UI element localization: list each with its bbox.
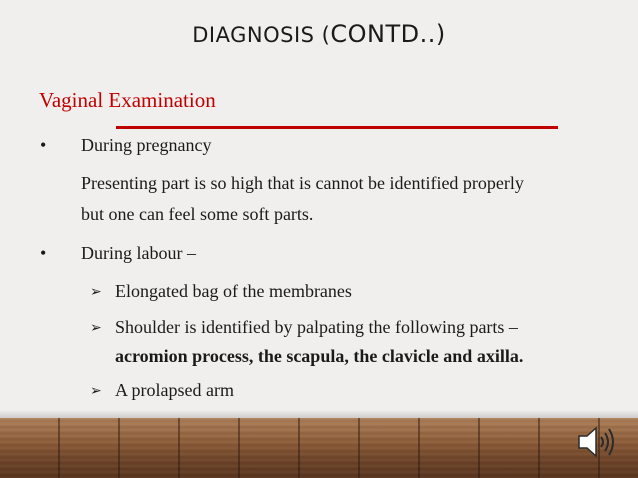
section-heading: Vaginal Examination [39, 88, 216, 112]
bullet-marker: • [40, 135, 47, 155]
sub-bullet-shoulder: Shoulder is identified by palpating the following parts – [115, 317, 518, 337]
sub-bullet-shoulder-parts: acromion process, the scapula, the clavicle and axilla. [115, 346, 524, 366]
heading-underline [116, 126, 558, 129]
wooden-floor [0, 418, 638, 478]
slide-title [0, 20, 638, 48]
arrow-bullet-icon: ➢ [90, 284, 102, 300]
arrow-bullet-icon: ➢ [90, 320, 102, 336]
arrow-bullet-icon: ➢ [90, 383, 102, 399]
paragraph-line-1: Presenting part is so high that is cannot be identified properly [81, 173, 524, 193]
paragraph-line-2: but one can feel some soft parts. [81, 204, 314, 224]
bullet-during-pregnancy: During pregnancy [81, 135, 212, 155]
bullet-marker: • [40, 243, 47, 263]
title-part-1: DIAGNOSIS ( [192, 23, 331, 47]
sub-bullet-prolapsed-arm: A prolapsed arm [115, 380, 234, 400]
speaker-icon[interactable] [576, 420, 620, 464]
bullet-during-labour: During labour – [81, 243, 196, 263]
title-part-2: CONTD..) [330, 20, 446, 48]
sub-bullet-bag-membranes: Elongated bag of the membranes [115, 281, 352, 301]
